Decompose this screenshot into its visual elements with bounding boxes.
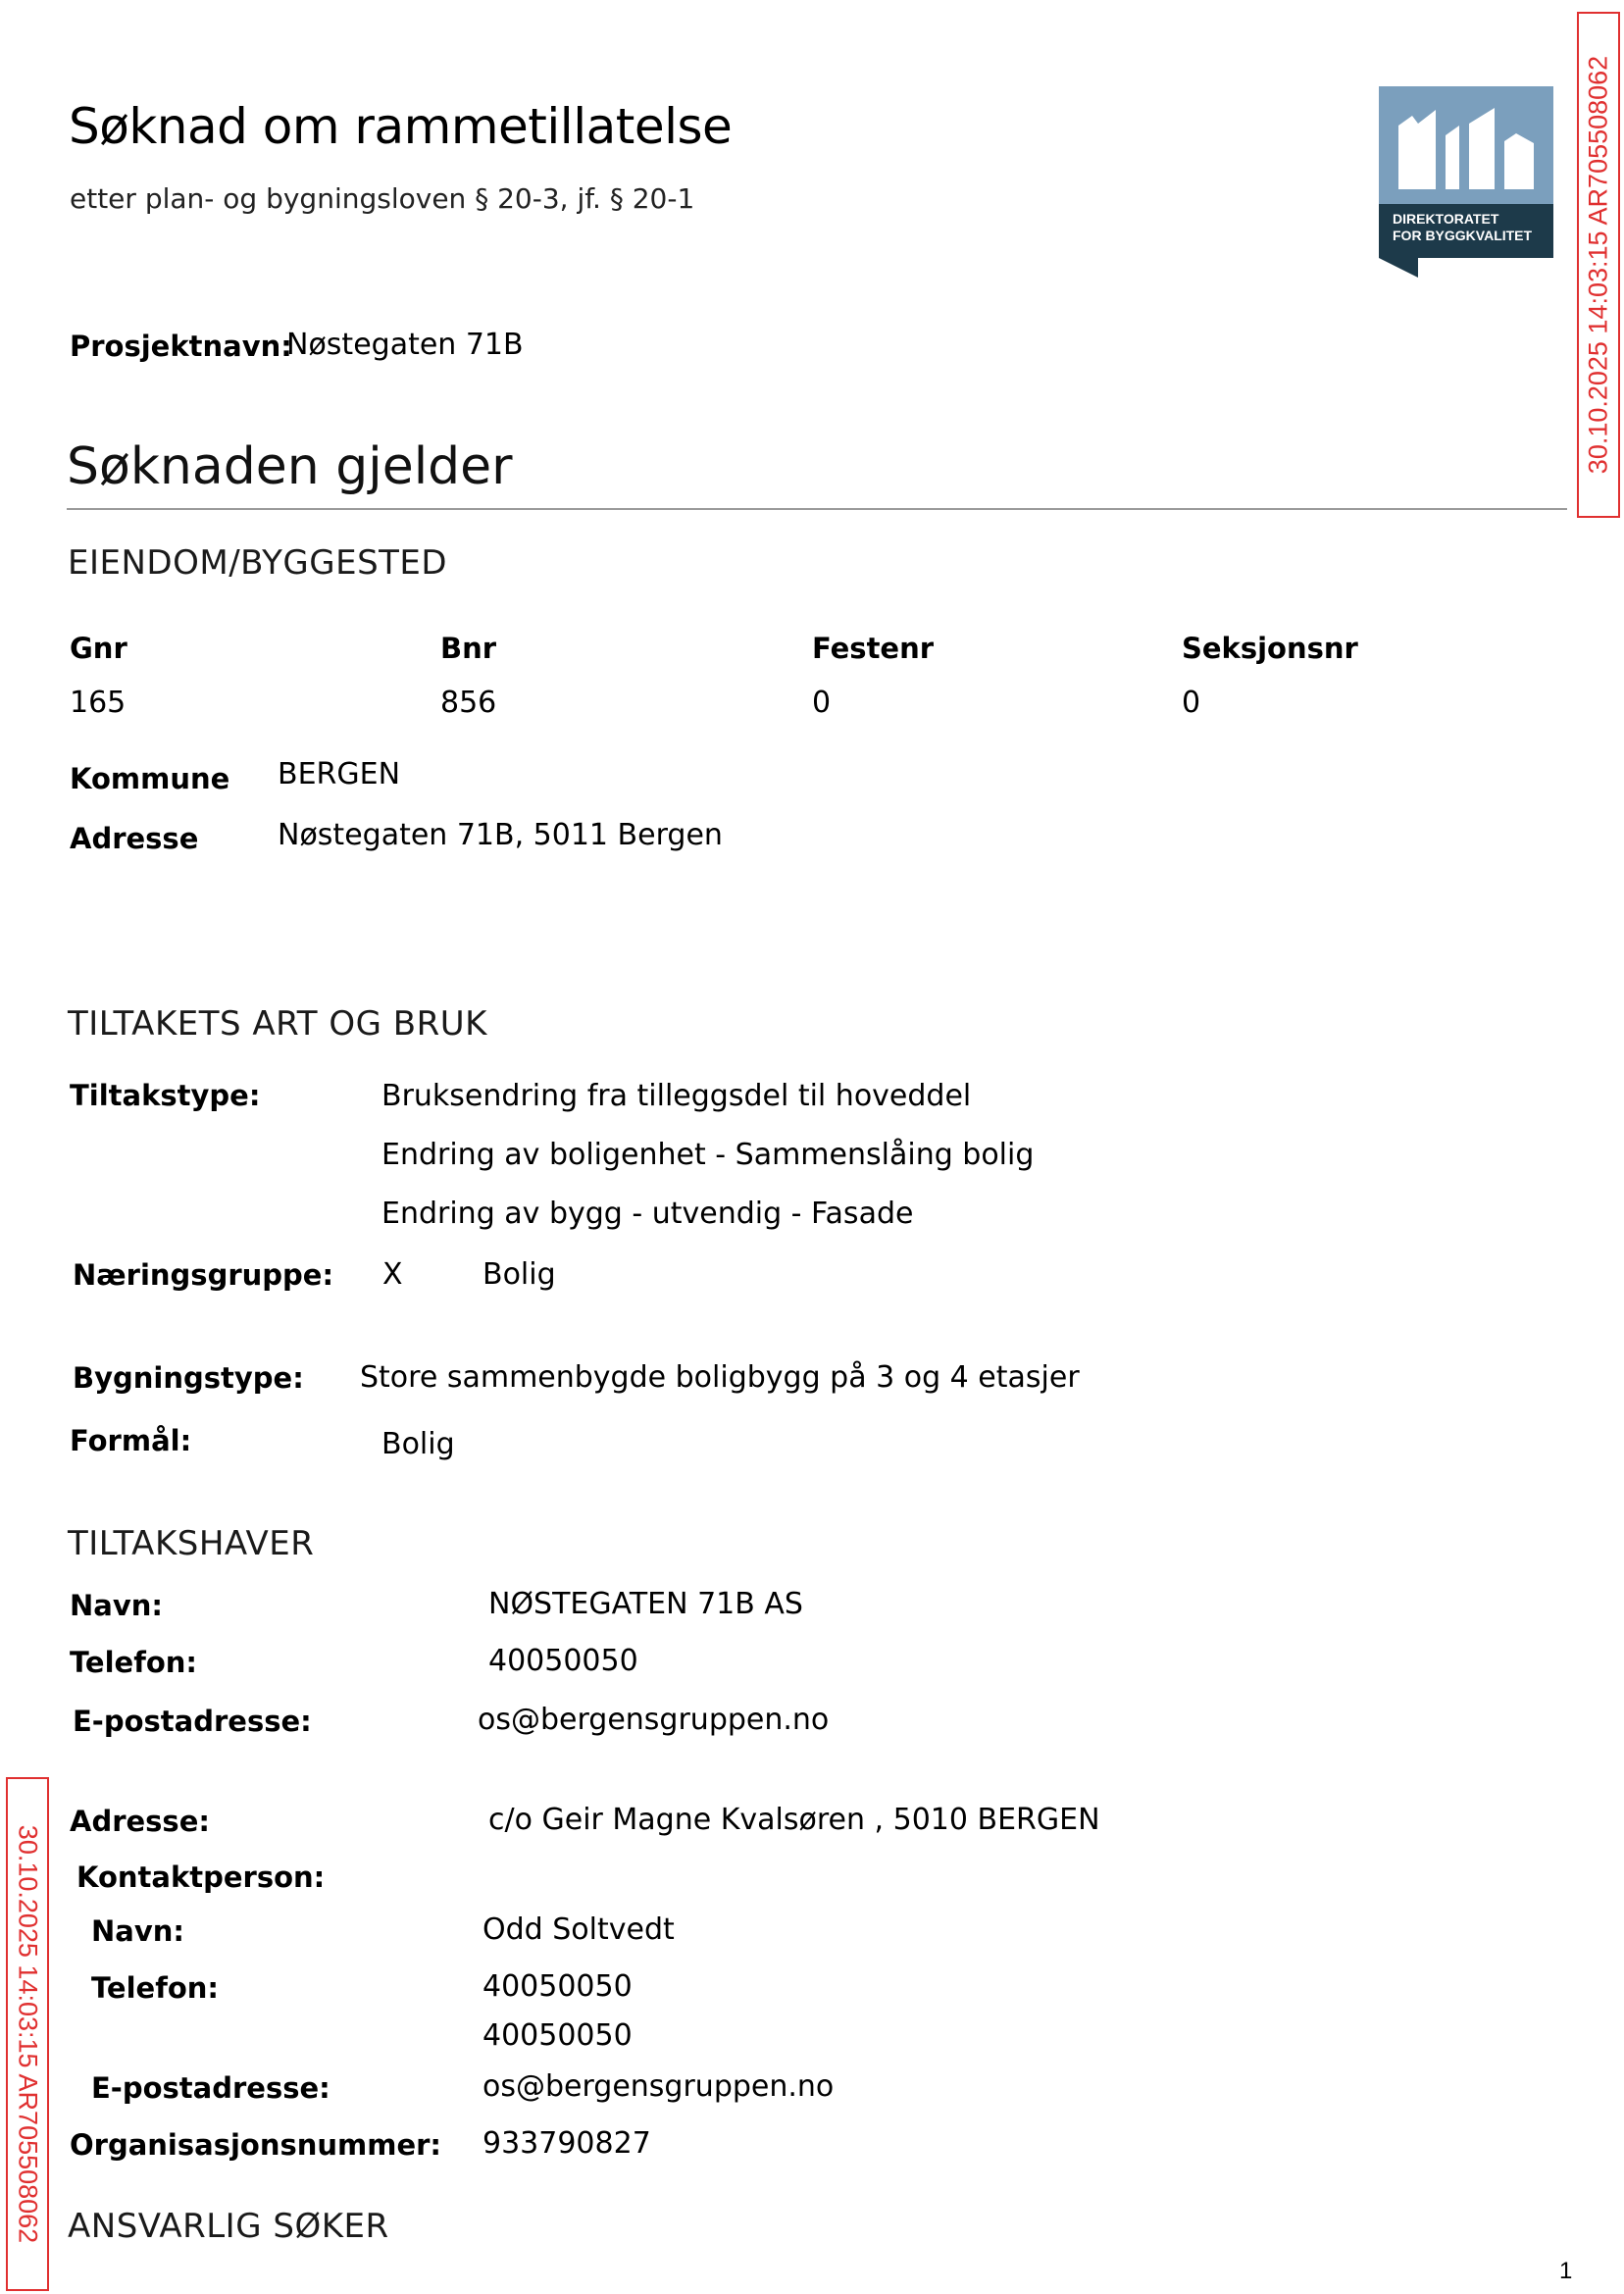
festenr-label: Festenr [812, 632, 935, 665]
formaal-label: Formål: [70, 1424, 192, 1457]
stamp-text-left: 30.10.2025 14:03:15 AR705508062 [13, 1824, 43, 2244]
orgnr-label: Organisasjonsnummer: [70, 2128, 442, 2162]
section-eiendom: EIENDOM/BYGGESTED [68, 543, 448, 583]
project-name: Nøstegaten 71B [286, 328, 524, 362]
orgnr-value: 933790827 [482, 2126, 651, 2161]
kontakt-epost-label: E-postadresse: [91, 2071, 330, 2105]
tiltakshaver-epost-value: os@bergensgruppen.no [478, 1703, 830, 1737]
gnr-label: Gnr [70, 632, 127, 665]
timestamp-stamp-right [1577, 12, 1620, 518]
tiltakshaver-adresse-label: Adresse: [70, 1805, 210, 1838]
seksjonsnr-label: Seksjonsnr [1182, 632, 1358, 665]
main-heading: Søknaden gjelder [67, 437, 513, 496]
naeringsgruppe-checkmark: X [382, 1257, 403, 1292]
gnr-value: 165 [70, 686, 127, 720]
section-tiltak: TILTAKETS ART OG BRUK [68, 1004, 487, 1044]
bygningstype-label: Bygningstype: [73, 1361, 304, 1395]
formaal-value: Bolig [381, 1427, 455, 1461]
tiltakstype-item: Bruksendring fra tilleggsdel til hoveddel [381, 1079, 972, 1113]
kommune-value: BERGEN [278, 757, 401, 791]
stamp-text-right: 30.10.2025 14:03:15 AR705508062 [1583, 55, 1613, 475]
tiltakshaver-adresse-value: c/o Geir Magne Kvalsøren , 5010 BERGEN [488, 1803, 1100, 1837]
kommune-label: Kommune [70, 762, 230, 795]
section-ansvarlig-soker: ANSVARLIG SØKER [68, 2207, 389, 2246]
bnr-value: 856 [440, 686, 497, 720]
project-label: Prosjektnavn: [70, 330, 292, 363]
heading-rule [67, 508, 1567, 510]
adresse-label: Adresse [70, 822, 199, 855]
tiltakstype-item: Endring av bygg - utvendig - Fasade [381, 1197, 914, 1231]
section-tiltakshaver: TILTAKSHAVER [68, 1524, 315, 1563]
timestamp-stamp-left [6, 1777, 49, 2291]
logo-graphic [1379, 86, 1553, 278]
kontakt-navn-value: Odd Soltvedt [482, 1912, 675, 1947]
tiltakstype-item: Endring av boligenhet - Sammenslåing bolig [381, 1138, 1035, 1172]
tiltakstype-label: Tiltakstype: [70, 1079, 261, 1112]
kontakt-telefon-label: Telefon: [91, 1971, 219, 2005]
document-subtitle: etter plan- og bygningsloven § 20-3, jf. § 20-1 [70, 182, 695, 215]
festenr-value: 0 [812, 686, 832, 720]
tiltakshaver-epost-label: E-postadresse: [73, 1705, 312, 1738]
tiltakshaver-telefon-label: Telefon: [70, 1646, 197, 1679]
kontaktperson-label: Kontaktperson: [76, 1861, 326, 1894]
kontakt-epost-value: os@bergensgruppen.no [482, 2069, 835, 2104]
adresse-value: Nøstegaten 71B, 5011 Bergen [278, 818, 723, 852]
kontakt-navn-label: Navn: [91, 1914, 184, 1948]
logo-text-line2: FOR BYGGKVALITET [1393, 228, 1533, 243]
tiltakshaver-navn-label: Navn: [70, 1589, 163, 1622]
tiltakshaver-navn-value: NØSTEGATEN 71B AS [488, 1587, 803, 1621]
bnr-label: Bnr [440, 632, 497, 665]
dibk-logo [1379, 86, 1553, 278]
logo-text-line1: DIREKTORATET [1393, 211, 1499, 227]
tiltakshaver-telefon-value: 40050050 [488, 1644, 638, 1678]
page-number: 1 [1559, 2258, 1573, 2284]
bygningstype-value: Store sammenbygde boligbygg på 3 og 4 etasjer [360, 1360, 1080, 1395]
kontakt-telefon-value: 40050050 [482, 2018, 633, 2053]
document-title: Søknad om rammetillatelse [69, 98, 733, 155]
naeringsgruppe-value: Bolig [482, 1257, 556, 1292]
kontakt-telefon-value: 40050050 [482, 1969, 633, 2004]
naeringsgruppe-label: Næringsgruppe: [73, 1258, 334, 1292]
seksjonsnr-value: 0 [1182, 686, 1201, 720]
